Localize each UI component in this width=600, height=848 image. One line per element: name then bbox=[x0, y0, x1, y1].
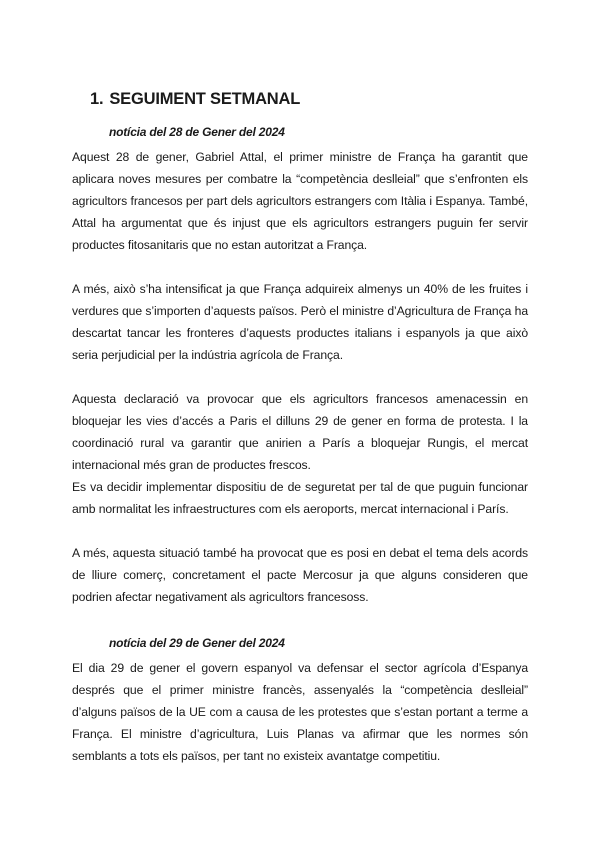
section-heading bbox=[90, 90, 300, 109]
paragraph: A més, això s’ha intensificat ja que França adquireix almenys un 40% de les fruites i verdures que s’importen d’aquests països. Però el ministre d’Agricultura de França ha descartat tancar les fronteres d’aquests productes italians i espanyols ja que això seria perjudicial per la indústria agrícola de França. bbox=[72, 282, 528, 362]
news-date-2: notícia del 29 de Gener del 2024 bbox=[109, 636, 285, 650]
paragraph-gap bbox=[72, 366, 528, 388]
section-gap bbox=[72, 608, 528, 635]
paragraph: Es va decidir implementar dispositiu de de seguretat per tal de que puguin funcionar amb normalitat les infraestructures com els aeroports, mercat internacional i París. bbox=[72, 480, 528, 516]
paragraph-gap bbox=[72, 520, 528, 542]
paragraph: Aquest 28 de gener, Gabriel Attal, el primer ministre de França ha garantit que aplicara noves mesures per combatre la “competència deslleial” que s’enfronten els agricultors francesos per part dels agricultors estrangers com Itàlia i Espanya. També, Attal ha argumentat que és injust que els agricultors estrangers puguin fer servir productes fitosanitaris que no estan autoritzat a França. bbox=[72, 150, 528, 252]
paragraph-gap bbox=[72, 256, 528, 278]
document-body bbox=[72, 124, 528, 767]
paragraph: El dia 29 de gener el govern espanyol va defensar el sector agrícola d’Espanya després que el primer ministre francès, assenyalés la “competència deslleial” d’alguns països de la UE com a causa de les protestes que s’estan portant a terme a França. El ministre d’agricultura, Luis Planas va afirmar que les normes són semblants a tots els països, per tant no existeix avantatge competitiu. bbox=[72, 661, 528, 763]
news-date-1: notícia del 28 de Gener del 2024 bbox=[109, 125, 285, 139]
paragraph: A més, aquesta situació també ha provocat que es posi en debat el tema dels acords de lliure comerç, concretament el pacte Mercosur ja que alguns consideren que podrien afectar negativament als agricultors francesoss. bbox=[72, 546, 528, 604]
heading-title: SEGUIMENT SETMANAL bbox=[109, 90, 301, 108]
paragraph: Aquesta declaració va provocar que els agricultors francesos amenacessin en bloquejar les vies d’accés a Paris el dilluns 29 de gener en forma de protesta. I la coordinació rural va garantir que anirien a París a bloquejar Rungis, el mercat internacional més gran de productes frescos. bbox=[72, 392, 528, 472]
heading-number: 1. bbox=[90, 90, 104, 108]
